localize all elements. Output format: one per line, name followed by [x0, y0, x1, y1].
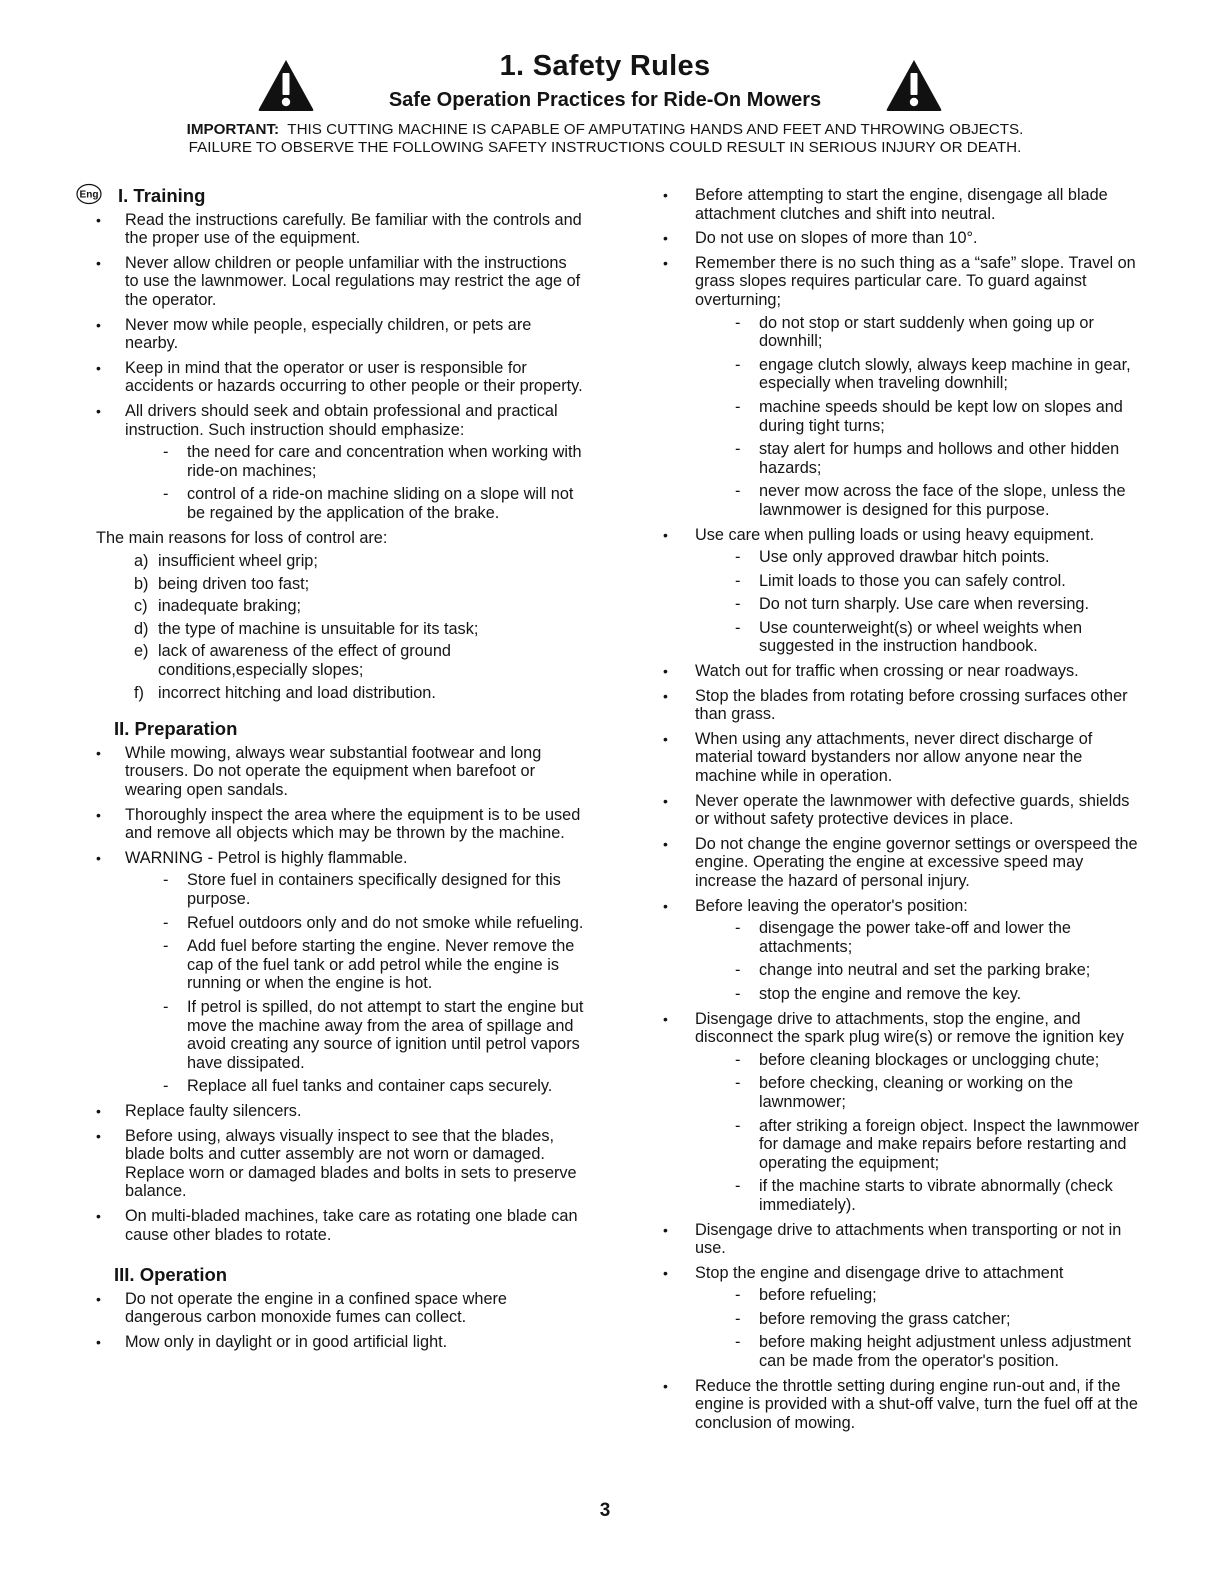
sub-list-item: - change into neutral and set the parking brake;: [695, 961, 1141, 980]
page-number: 3: [599, 1500, 611, 1521]
operation-list: [96, 1290, 584, 1352]
list-item: • Use care when pulling loads or using heavy equipment. - Use only approved drawbar hitch points. - Limit loads to those you can safely control. - Do not turn sharply. Use care when reversing. - Use counterweight(s) or wheel weights when suggested in the instruction handbook.: [663, 526, 1141, 657]
list-item: • Stop the blades from rotating before crossing surfaces other than grass.: [663, 687, 1141, 724]
list-item: • Do not operate the engine in a confined space where dangerous carbon monoxide fumes can collect.: [96, 1290, 584, 1327]
sub-list-item: - machine speeds should be kept low on slopes and during tight turns;: [695, 398, 1141, 435]
sub-list-item: - before refueling;: [695, 1286, 1141, 1305]
reason-item: b) being driven too fast;: [134, 574, 310, 593]
sub-list-item: - before cleaning blockages or unclogging chute;: [695, 1051, 1141, 1070]
list-item: • Reduce the throttle setting during engine run-out and, if the engine is provided with a shut-off valve, turn the fuel off at the conclusion of mowing.: [663, 1377, 1141, 1433]
list-item: • Stop the engine and disengage drive to attachment - before refueling; - before removing the grass catcher; - before making height adjustment unless adjustment can be made from the operator's position.: [663, 1264, 1141, 1371]
important-label: IMPORTANT:: [186, 121, 280, 138]
list-item: • Thoroughly inspect the area where the equipment is to be used and remove all objects which may be thrown by the machine.: [96, 806, 584, 843]
list-item: • WARNING - Petrol is highly flammable. - Store fuel in containers specifically designed for this purpose. - Refuel outdoors only and do not smoke while refueling. - Add fuel before starting the engine. Never remove the cap of the fuel tank or add petrol while the engine is running or when the engine is hot. - If petrol is spilled, do not attempt to start the engine but move the machine away from the area of spillage and avoid creating any source of ignition until petrol vapors have dissipated. - Replace all fuel tanks and container caps securely.: [96, 849, 584, 1096]
list-item: • On multi-bladed machines, take care as rotating one blade can cause other blades to rotate.: [96, 1207, 584, 1244]
sub-list-item: - before checking, cleaning or working on the lawnmower;: [695, 1074, 1141, 1111]
sub-list-item: - Use counterweight(s) or wheel weights when suggested in the instruction handbook.: [695, 619, 1141, 656]
list-item: • Do not use on slopes of more than 10°.: [663, 229, 1141, 248]
list-item: • Disengage drive to attachments when transporting or not in use.: [663, 1221, 1141, 1258]
reason-item: e) lack of awareness of the effect of ground conditions,especially slopes;: [134, 642, 451, 680]
section-heading-training: Eng I. Training: [118, 187, 584, 206]
sub-list: [695, 919, 1141, 1003]
preparation-list: [96, 744, 584, 1244]
list-item: • All drivers should seek and obtain professional and practical instruction. Such instruction should emphasize: - the need for care and concentration when working with ride-on machines; - control of a ride-on machine sliding on a slope will not be regained by the application of the brake.: [96, 402, 584, 523]
sub-list-item: - engage clutch slowly, always keep machine in gear, especially when traveling downhill;: [695, 356, 1141, 393]
list-item: • Watch out for traffic when crossing or near roadways.: [663, 662, 1141, 681]
sub-list: [695, 548, 1141, 656]
important-notice-line-2: FAILURE TO OBSERVE THE FOLLOWING SAFETY INSTRUCTIONS COULD RESULT IN SERIOUS INJURY OR DEATH.: [188, 139, 1022, 156]
sub-list-item: - Replace all fuel tanks and container caps securely.: [125, 1077, 584, 1096]
list-item: • Keep in mind that the operator or user is responsible for accidents or hazards occurring to other people or their property.: [96, 359, 584, 396]
language-badge-icon: [76, 183, 102, 205]
page-subtitle: Safe Operation Practices for Ride-On Mowers: [388, 89, 822, 111]
right-column: [663, 186, 1141, 1438]
list-item: • Remember there is no such thing as a “safe” slope. Travel on grass slopes requires particular care. To guard against overturning; - do not stop or start suddenly when going up or downhill; - engage clutch slowly, always keep machine in gear, especially when traveling downhill; - machine speeds should be kept low on slopes and during tight turns; - stay alert for humps and hollows and other hidden hazards; - never mow across the face of the slope, unless the lawnmower is designed for this purpose.: [663, 254, 1141, 520]
list-item: • Never mow while people, especially children, or pets are nearby.: [96, 316, 584, 353]
section-heading-operation: III. Operation: [114, 1264, 228, 1286]
sub-list-item: - Add fuel before starting the engine. Never remove the cap of the fuel tank or add petrol while the engine is running or when the engine is hot.: [125, 937, 584, 993]
operation-list-continued: [663, 186, 1141, 1432]
list-item: • Replace faulty silencers.: [96, 1102, 584, 1121]
sub-list-item: - stop the engine and remove the key.: [695, 985, 1141, 1004]
sub-list-item: - do not stop or start suddenly when going up or downhill;: [695, 314, 1141, 351]
list-item: • Do not change the engine governor settings or overspeed the engine. Operating the engine at excessive speed may increase the hazard of personal injury.: [663, 835, 1141, 891]
reasons-list: [96, 552, 584, 702]
sub-list-item: - stay alert for humps and hollows and other hidden hazards;: [695, 440, 1141, 477]
sub-list-item: - after striking a foreign object. Inspect the lawnmower for damage and make repairs before restarting and operating the equipment;: [695, 1117, 1141, 1173]
sub-list: [125, 871, 584, 1096]
important-text-1: THIS CUTTING MACHINE IS CAPABLE OF AMPUTATING HANDS AND FEET AND THROWING OBJECTS.: [287, 121, 1024, 138]
list-item: • Mow only in daylight or in good artificial light.: [96, 1333, 584, 1352]
list-item: • Read the instructions carefully. Be familiar with the controls and the proper use of the equipment.: [96, 211, 584, 248]
left-column: [79, 185, 584, 1357]
list-item: • When using any attachments, never direct discharge of material toward bystanders nor allow anyone near the machine while in operation.: [663, 730, 1141, 786]
list-item: • Never allow children or people unfamiliar with the instructions to use the lawnmower. Local regulations may restrict the age of the operator.: [96, 254, 584, 310]
sub-list-item: - Do not turn sharply. Use care when reversing.: [695, 595, 1141, 614]
section-heading-preparation: II. Preparation: [114, 718, 238, 740]
list-item: • Before using, always visually inspect to see that the blades, blade bolts and cutter assembly are not worn or damaged. Replace worn or damaged blades and bolts in sets to preserve balance.: [96, 1127, 584, 1201]
sub-list: [695, 1286, 1141, 1370]
list-item: • Disengage drive to attachments, stop the engine, and disconnect the spark plug wire(s) or remove the ignition key - before cleaning blockages or unclogging chute; - before checking, cleaning or working on the lawnmower; - after striking a foreign object. Inspect the lawnmower for damage and make repairs before restarting and operating the equipment; - if the machine starts to vibrate abnormally (check immediately).: [663, 1010, 1141, 1215]
page-title: 1. Safety Rules: [499, 50, 711, 82]
sub-list: [695, 314, 1141, 520]
svg-text:Eng: Eng: [79, 189, 99, 201]
sub-list: [695, 1051, 1141, 1215]
sub-list-item: - before making height adjustment unless adjustment can be made from the operator's position.: [695, 1333, 1141, 1370]
sub-list: [125, 443, 584, 522]
sub-list-item: - never mow across the face of the slope, unless the lawnmower is designed for this purpose.: [695, 482, 1141, 519]
sub-list-item: - Refuel outdoors only and do not smoke while refueling.: [125, 914, 584, 933]
sub-list-item: - disengage the power take-off and lower the attachments;: [695, 919, 1141, 956]
sub-list-item: - Store fuel in containers specifically designed for this purpose.: [125, 871, 584, 908]
sub-list-item: - control of a ride-on machine sliding on a slope will not be regained by the application of the brake.: [125, 485, 584, 522]
list-item: • While mowing, always wear substantial footwear and long trousers. Do not operate the equipment when barefoot or wearing open sandals.: [96, 744, 584, 800]
sub-list-item: - If petrol is spilled, do not attempt to start the engine but move the machine away from the area of spillage and avoid creating any source of ignition until petrol vapors have dissipated.: [125, 998, 584, 1072]
list-item: • Before leaving the operator's position: - disengage the power take-off and lower the attachments; - change into neutral and set the parking brake; - stop the engine and remove the key.: [663, 897, 1141, 1004]
sub-list-item: - the need for care and concentration when working with ride-on machines;: [125, 443, 584, 480]
sub-list-item: - before removing the grass catcher;: [695, 1310, 1141, 1329]
list-item: • Never operate the lawnmower with defective guards, shields or without safety protective devices in place.: [663, 792, 1141, 829]
reason-item: c) inadequate braking;: [134, 597, 302, 616]
list-item: • Before attempting to start the engine, disengage all blade attachment clutches and shift into neutral.: [663, 186, 1141, 223]
reason-item: d) the type of machine is unsuitable for its task;: [134, 619, 479, 638]
training-list: [96, 211, 584, 523]
sub-list-item: - if the machine starts to vibrate abnormally (check immediately).: [695, 1177, 1141, 1214]
sub-list-item: - Limit loads to those you can safely control.: [695, 572, 1141, 591]
reason-item: a) insufficient wheel grip;: [134, 552, 318, 571]
important-notice-line-1: [60, 121, 1150, 139]
reason-item: f) incorrect hitching and load distribution.: [134, 683, 436, 702]
sub-list-item: - Use only approved drawbar hitch points.: [695, 548, 1141, 567]
reasons-intro: The main reasons for loss of control are:: [96, 528, 388, 547]
